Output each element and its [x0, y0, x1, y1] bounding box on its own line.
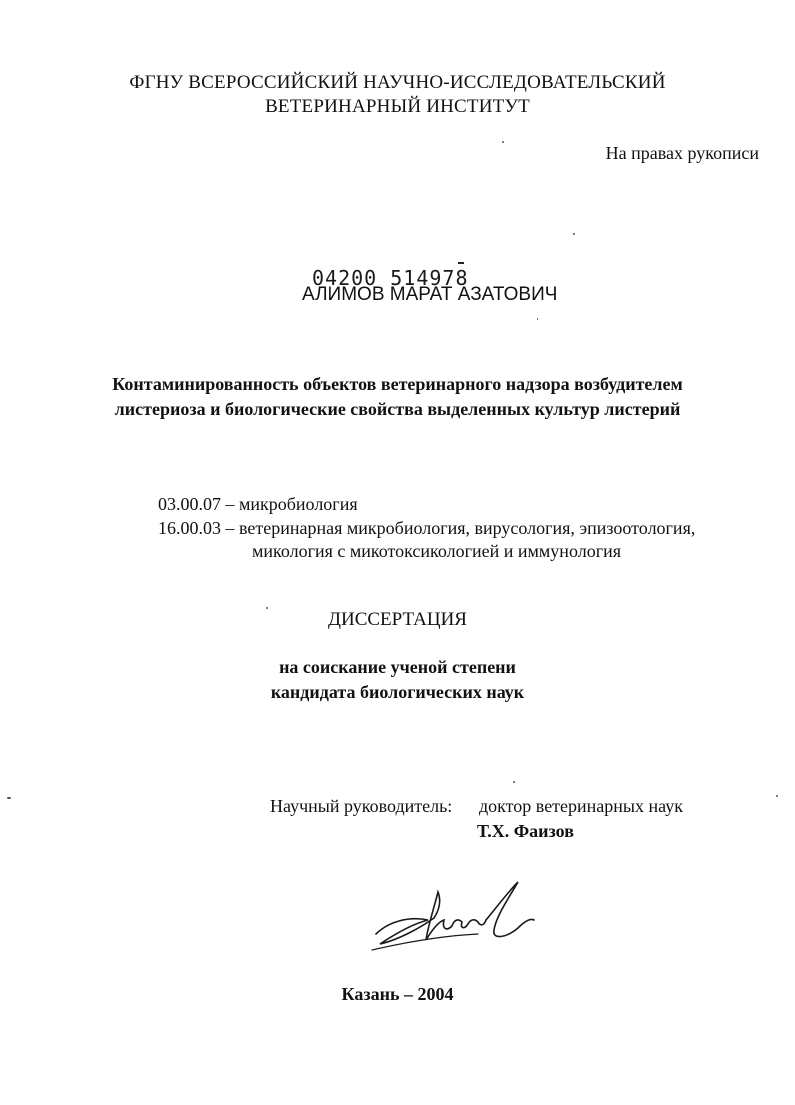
- signature-stroke-1: [376, 892, 486, 944]
- degree-line-1: на соискание ученой степени: [279, 657, 516, 677]
- specialty-2-dash: –: [225, 518, 235, 538]
- institution-line-2: ВЕТЕРИНАРНЫЙ ИНСТИТУТ: [265, 96, 530, 117]
- degree-line-2: кандидата биологических наук: [270, 682, 525, 702]
- scan-speck: [266, 607, 268, 609]
- specialty-2: [158, 518, 695, 539]
- specialty-2-code: 16.00.03: [158, 518, 221, 538]
- document-type: ДИССЕРТАЦИЯ: [328, 609, 467, 630]
- supervisor-name: Т.Х. Фаизов: [477, 821, 574, 841]
- scan-speck: [573, 233, 575, 235]
- specialty-2-name: ветеринарная микробиология, вирусология, эпизоотология,: [239, 518, 696, 538]
- title-line-1: Контаминированность объектов ветеринарного надзора возбудителем: [112, 374, 683, 394]
- scan-speck: [7, 797, 11, 799]
- specialty-1: [158, 494, 358, 515]
- place-year: Казань – 2004: [341, 984, 454, 1004]
- title-line-2: листериоза и биологические свойства выделенных культур листерий: [114, 399, 681, 419]
- signature: [368, 878, 538, 958]
- specialty-1-dash: –: [225, 494, 235, 514]
- author-name: АЛИМОВ МАРАТ АЗАТОВИЧ: [302, 284, 558, 305]
- specialty-2-continuation: микология с микотоксикологией и иммунология: [252, 541, 621, 561]
- scan-speck: [513, 781, 515, 783]
- specialty-1-name: микробиология: [239, 494, 358, 514]
- supervisor-label: Научный руководитель:: [270, 796, 453, 816]
- scan-speck: [776, 795, 778, 797]
- institution-line-1: ФГНУ ВСЕРОССИЙСКИЙ НАУЧНО-ИССЛЕДОВАТЕЛЬСКИЙ: [129, 72, 666, 93]
- stamp-mark: [458, 262, 464, 264]
- supervisor-title: доктор ветеринарных наук: [479, 796, 683, 816]
- scan-speck: [537, 318, 538, 320]
- specialty-1-code: 03.00.07: [158, 494, 221, 514]
- registration-stamp: 04200 514978: [312, 266, 469, 290]
- scan-speck: [502, 141, 504, 143]
- signature-stroke-2: [486, 882, 534, 937]
- manuscript-note: На правах рукописи: [605, 143, 759, 163]
